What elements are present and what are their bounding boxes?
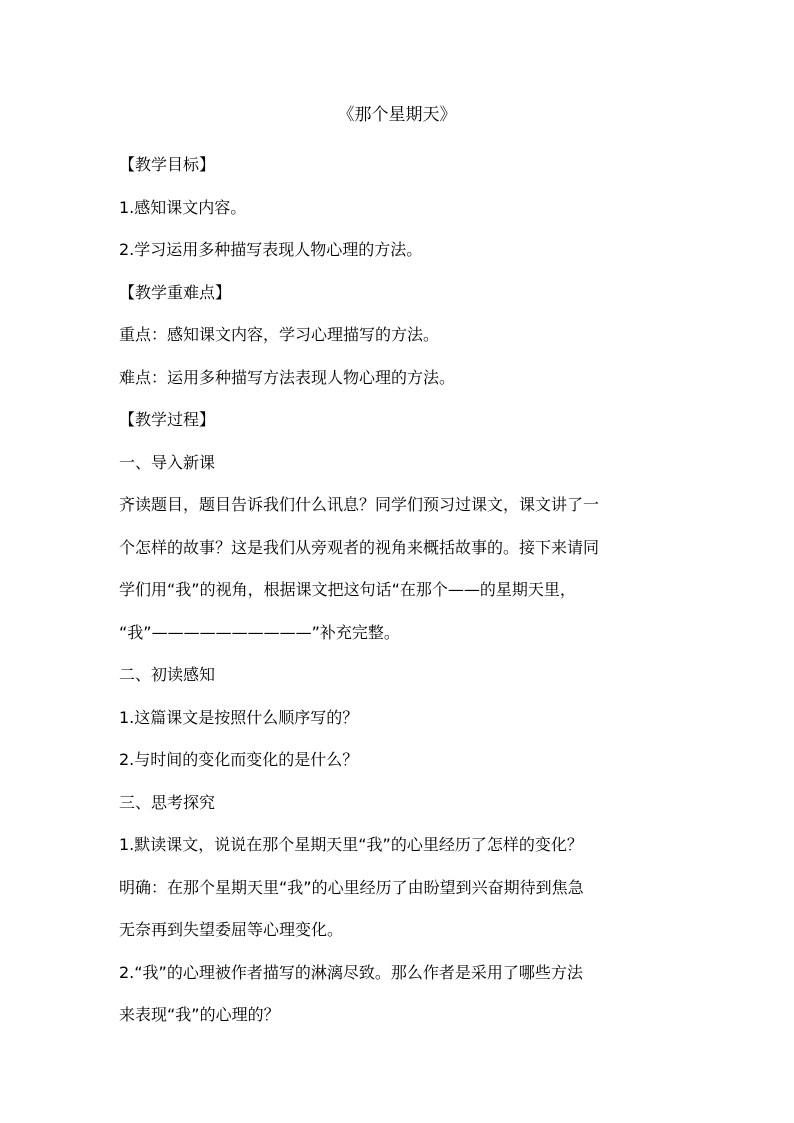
question-item-1: 1.这篇课文是按照什么顺序写的？ (119, 707, 359, 727)
intro-paragraph-line: 齐读题目，题目告诉我们什么讯息？同学们预习过课文，课文讲了一 (119, 495, 600, 514)
step-heading-first-reading: 二、初读感知 (119, 665, 216, 684)
objective-item-1: 1.感知课文内容。 (119, 197, 247, 217)
question-item-2: 2.与时间的变化而变化的是什么？ (119, 750, 359, 769)
section-heading-objectives: 【教学目标】 (119, 155, 216, 174)
intro-paragraph-line: 学们用“我”的视角，根据课文把这句话“在那个——的星期天里， (119, 580, 576, 599)
section-heading-process: 【教学过程】 (119, 410, 216, 429)
difficult-point-line: 难点：运用多种描写方法表现人物心理的方法。 (119, 367, 456, 387)
document-title: 《那个星期天》 (337, 105, 457, 125)
exploration-question-1: 1.默读课文，说说在那个星期天里“我”的心里经历了怎样的变化？ (119, 835, 583, 854)
answer-line: 明确：在那个星期天里“我”的心里经历了由盼望到兴奋期待到焦急 (119, 877, 584, 897)
intro-paragraph-line: “我”——————————”补充完整。 (119, 622, 400, 642)
intro-paragraph-line: 个怎样的故事？这是我们从旁观者的视角来概括故事的。接下来请同 (119, 537, 600, 557)
document-body (119, 144, 684, 1037)
step-heading-exploration: 三、思考探究 (119, 792, 216, 812)
step-heading-intro: 一、导入新课 (119, 452, 216, 472)
section-heading-key-points: 【教学重难点】 (119, 282, 232, 302)
key-point-line: 重点：感知课文内容，学习心理描写的方法。 (119, 325, 440, 344)
exploration-question-2-cont: 来表现“我”的心理的？ (119, 1005, 280, 1024)
answer-line: 无奈再到失望委屈等心理变化。 (119, 920, 344, 939)
objective-item-2: 2.学习运用多种描写表现人物心理的方法。 (119, 240, 423, 259)
exploration-question-2: 2.“我”的心理被作者描写的淋漓尽致。那么作者是采用了哪些方法 (119, 962, 583, 982)
